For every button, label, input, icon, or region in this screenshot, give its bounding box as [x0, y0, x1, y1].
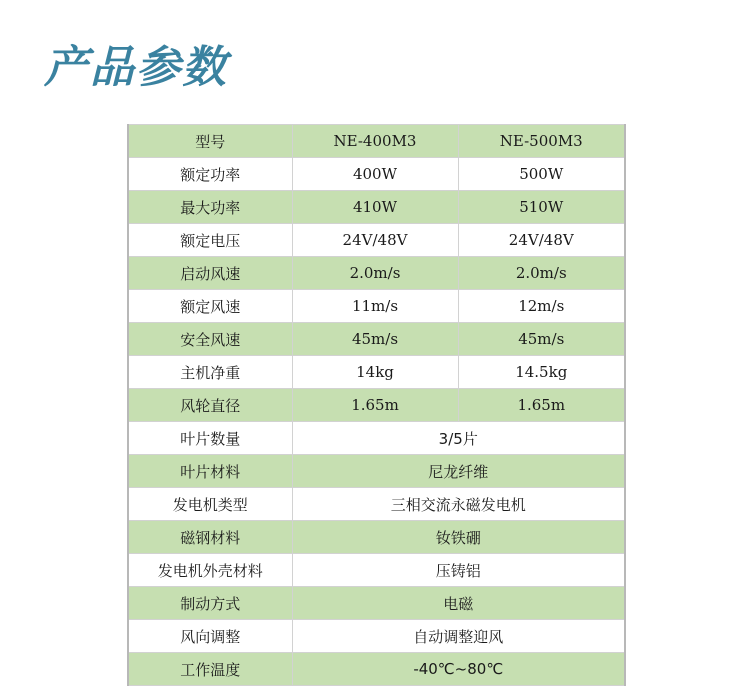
row-value-model-1: 410W	[292, 191, 458, 224]
table-row-merged	[128, 488, 625, 521]
header-label: 型号	[128, 125, 292, 158]
row-label: 主机净重	[128, 356, 292, 389]
table-row	[128, 290, 625, 323]
table-row	[128, 257, 625, 290]
row-label: 叶片材料	[128, 455, 292, 488]
row-value-model-2: 500W	[458, 158, 625, 191]
row-value-model-2: 14.5kg	[458, 356, 625, 389]
table-row-merged	[128, 422, 625, 455]
table-row-merged	[128, 521, 625, 554]
row-label: 磁钢材料	[128, 521, 292, 554]
row-value-shared: 自动调整迎风	[292, 620, 625, 653]
row-value-shared: 电磁	[292, 587, 625, 620]
table-header-row	[128, 125, 625, 158]
page-title: 产品参数	[44, 42, 228, 93]
row-value-model-1: 11m/s	[292, 290, 458, 323]
table-row	[128, 356, 625, 389]
row-label: 发电机外壳材料	[128, 554, 292, 587]
table-row-merged	[128, 455, 625, 488]
row-value-model-1: 2.0m/s	[292, 257, 458, 290]
row-value-model-2: 12m/s	[458, 290, 625, 323]
header-model-1: NE-400M3	[292, 125, 458, 158]
table-row	[128, 158, 625, 191]
row-label: 工作温度	[128, 653, 292, 686]
row-value-model-1: 1.65m	[292, 389, 458, 422]
table-row-merged	[128, 554, 625, 587]
row-label: 风轮直径	[128, 389, 292, 422]
table-row	[128, 191, 625, 224]
row-value-model-1: 24V/48V	[292, 224, 458, 257]
spec-table	[127, 124, 626, 686]
row-label: 启动风速	[128, 257, 292, 290]
row-value-model-2: 24V/48V	[458, 224, 625, 257]
row-value-shared: -40℃~80℃	[292, 653, 625, 686]
table-row-merged	[128, 587, 625, 620]
table-row-merged	[128, 653, 625, 686]
row-value-shared: 钕铁硼	[292, 521, 625, 554]
header-model-2: NE-500M3	[458, 125, 625, 158]
row-value-model-1: 45m/s	[292, 323, 458, 356]
row-value-model-2: 45m/s	[458, 323, 625, 356]
row-value-shared: 尼龙纤维	[292, 455, 625, 488]
row-value-shared: 压铸铝	[292, 554, 625, 587]
table-row-merged	[128, 620, 625, 653]
row-label: 最大功率	[128, 191, 292, 224]
table-row	[128, 389, 625, 422]
row-value-shared: 三相交流永磁发电机	[292, 488, 625, 521]
row-value-shared: 3/5片	[292, 422, 625, 455]
row-label: 叶片数量	[128, 422, 292, 455]
row-label: 额定风速	[128, 290, 292, 323]
row-value-model-2: 510W	[458, 191, 625, 224]
row-value-model-2: 2.0m/s	[458, 257, 625, 290]
row-label: 风向调整	[128, 620, 292, 653]
row-label: 额定电压	[128, 224, 292, 257]
row-value-model-1: 400W	[292, 158, 458, 191]
row-label: 安全风速	[128, 323, 292, 356]
row-label: 制动方式	[128, 587, 292, 620]
row-label: 发电机类型	[128, 488, 292, 521]
row-value-model-1: 14kg	[292, 356, 458, 389]
row-value-model-2: 1.65m	[458, 389, 625, 422]
table-row	[128, 224, 625, 257]
row-label: 额定功率	[128, 158, 292, 191]
table-row	[128, 323, 625, 356]
